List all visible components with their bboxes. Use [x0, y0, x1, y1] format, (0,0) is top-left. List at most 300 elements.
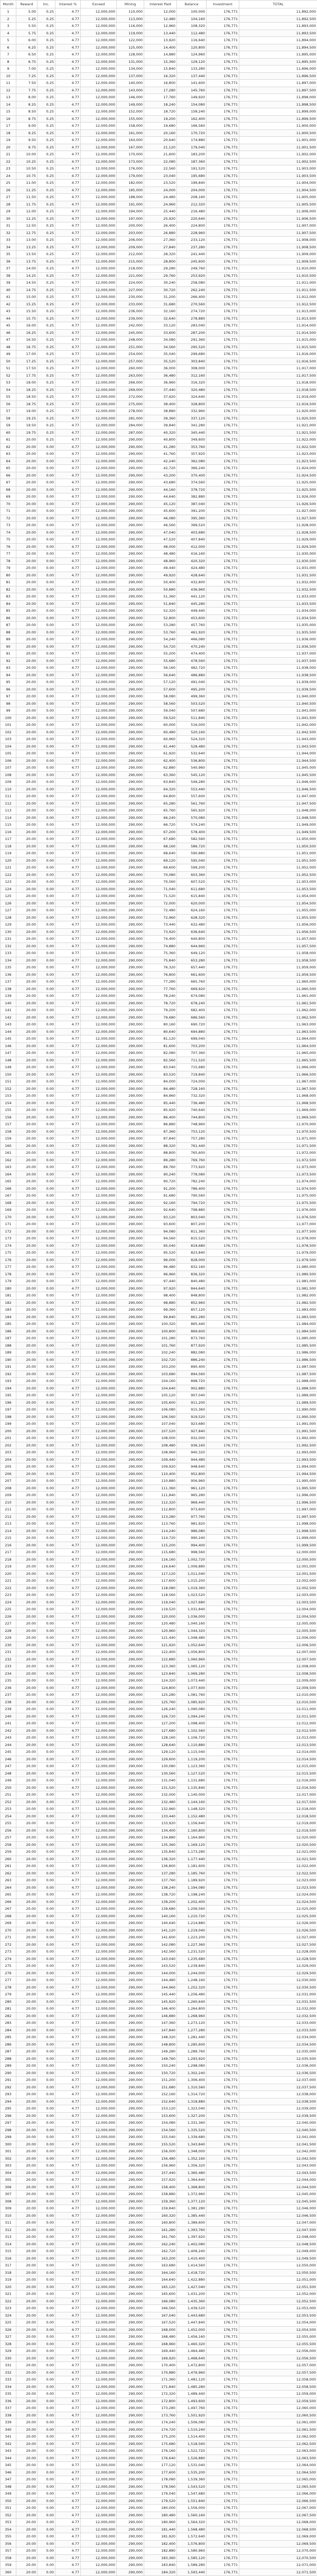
- cell-balance: 674,080: [177, 993, 207, 1000]
- cell-interest-pct: 4.77: [55, 2355, 81, 2362]
- cell-total: 11,911,000: [239, 279, 317, 287]
- table-row: [1, 643, 317, 650]
- cell-interest-paid: 184,320: [144, 2569, 177, 2576]
- cell-mining: 290,000: [117, 1364, 144, 1371]
- cell-reward: 20.00: [16, 885, 38, 893]
- cell-interest-paid: 115,680: [144, 1549, 177, 1556]
- cell-mining: 176,000: [117, 165, 144, 173]
- cell-total: 11,989,000: [239, 1392, 317, 1399]
- cell-interest-paid: 36,960: [144, 379, 177, 387]
- table-row: [1, 1806, 317, 1813]
- cell-interest-paid: 59,040: [144, 707, 177, 715]
- cell-mining: 290,000: [117, 1941, 144, 1948]
- cell-exceed: 12,000,000: [81, 2183, 117, 2191]
- cell-month: 58: [1, 415, 16, 422]
- cell-interest-pct: 4.77: [55, 351, 81, 358]
- cell-month: 106: [1, 757, 16, 764]
- cell-interest-pct: 4.77: [55, 1834, 81, 1842]
- cell-interest-pct: 4.77: [55, 186, 81, 194]
- cell-month: 15: [1, 108, 16, 116]
- cell-mining: 290,000: [117, 1093, 144, 1100]
- cell-interest-pct: 4.77: [55, 1813, 81, 1820]
- cell-mining: 290,000: [117, 1698, 144, 1706]
- cell-balance: 1,164,960: [177, 1834, 207, 1842]
- cell-interest-paid: 141,600: [144, 1934, 177, 1942]
- cell-reward: 20.00: [16, 1784, 38, 1791]
- cell-exceed: 12,000,000: [81, 1470, 117, 1478]
- cell-total: 11,969,500: [239, 1114, 317, 1121]
- cell-total: 12,000,000: [239, 1549, 317, 1556]
- cell-reward: 20.00: [16, 2162, 38, 2170]
- cell-investment: 176,771: [207, 2369, 239, 2376]
- cell-balance: 961,120: [177, 1485, 207, 1492]
- cell-reward: 20.00: [16, 2112, 38, 2120]
- cell-month: 278: [1, 1984, 16, 1991]
- cell-interest-paid: 63,840: [144, 779, 177, 786]
- cell-total: 12,030,500: [239, 1984, 317, 1991]
- cell-interest-pct: 4.77: [55, 1749, 81, 1756]
- cell-balance: 986,080: [177, 1527, 207, 1535]
- cell-investment: 176,771: [207, 1192, 239, 1200]
- cell-balance: 715,680: [177, 1064, 207, 1071]
- cell-interest-pct: 4.77: [55, 2369, 81, 2376]
- cell-balance: 441,120: [177, 593, 207, 601]
- cell-balance: 216,480: [177, 208, 207, 216]
- cell-mining: 233,000: [117, 301, 144, 308]
- cell-interest-pct: 4.77: [55, 1542, 81, 1549]
- cell-interest-paid: 144,960: [144, 1984, 177, 1991]
- cell-inc: 0.25: [38, 229, 55, 237]
- cell-balance: 1,314,720: [177, 2091, 207, 2098]
- cell-exceed: 12,000,000: [81, 1078, 117, 1086]
- cell-interest-paid: 32,160: [144, 308, 177, 315]
- cell-reward: 20.00: [16, 686, 38, 693]
- table-row: [1, 1349, 317, 1357]
- cell-investment: 176,771: [207, 1635, 239, 1642]
- cell-interest-pct: 4.77: [55, 2469, 81, 2476]
- cell-mining: 290,000: [117, 643, 144, 650]
- cell-interest-paid: 37,440: [144, 386, 177, 394]
- cell-interest-paid: 180,480: [144, 2512, 177, 2519]
- cell-month: 54: [1, 386, 16, 394]
- header-balance: Balance: [177, 1, 207, 8]
- table-row: [1, 1513, 317, 1520]
- cell-interest-pct: 4.77: [55, 586, 81, 593]
- cell-balance: 1,177,440: [177, 1855, 207, 1863]
- cell-inc: 0.00: [38, 1820, 55, 1827]
- cell-interest-pct: 4.77: [55, 2241, 81, 2248]
- cell-inc: 0.00: [38, 1499, 55, 1506]
- cell-investment: 176,771: [207, 2105, 239, 2113]
- cell-investment: 176,771: [207, 529, 239, 536]
- cell-investment: 176,771: [207, 1877, 239, 1884]
- cell-total: 11,934,000: [239, 608, 317, 615]
- cell-month: 105: [1, 750, 16, 758]
- cell-inc: 0.00: [38, 1734, 55, 1742]
- table-row: [1, 1185, 317, 1192]
- cell-mining: 290,000: [117, 1456, 144, 1463]
- cell-inc: 0.00: [38, 2334, 55, 2341]
- cell-interest-paid: 78,720: [144, 1000, 177, 1007]
- cell-interest-paid: 48,960: [144, 557, 177, 565]
- cell-interest-paid: 117,120: [144, 1570, 177, 1578]
- cell-investment: 176,771: [207, 750, 239, 758]
- cell-balance: 536,800: [177, 757, 207, 764]
- cell-month: 219: [1, 1563, 16, 1571]
- cell-month: 277: [1, 1977, 16, 1984]
- cell-interest-pct: 4.77: [55, 2276, 81, 2284]
- cell-balance: 1,036,000: [177, 1613, 207, 1620]
- cell-mining: 290,000: [117, 2554, 144, 2562]
- table-row: [1, 1435, 317, 1442]
- cell-balance: 1,131,680: [177, 1777, 207, 1785]
- cell-investment: 176,771: [207, 443, 239, 451]
- cell-interest-pct: 4.77: [55, 1228, 81, 1235]
- cell-exceed: 12,000,000: [81, 2205, 117, 2213]
- cell-interest-paid: 60,000: [144, 722, 177, 729]
- cell-mining: 290,000: [117, 1264, 144, 1271]
- cell-interest-paid: 180,960: [144, 2519, 177, 2526]
- cell-balance: 1,248,160: [177, 1977, 207, 1984]
- cell-investment: 176,771: [207, 2283, 239, 2291]
- cell-inc: 0.00: [38, 2205, 55, 2213]
- cell-interest-paid: 175,200: [144, 2433, 177, 2441]
- cell-month: 81: [1, 579, 16, 586]
- cell-month: 22: [1, 158, 16, 165]
- cell-total: 11,932,000: [239, 579, 317, 586]
- cell-month: 41: [1, 294, 16, 301]
- cell-investment: 176,771: [207, 2155, 239, 2162]
- cell-month: 331: [1, 2362, 16, 2369]
- cell-month: 61: [1, 436, 16, 444]
- cell-reward: 20.00: [16, 2248, 38, 2255]
- cell-reward: 9.25: [16, 129, 38, 137]
- cell-total: 12,053,000: [239, 2305, 317, 2312]
- cell-exceed: 12,000,000: [81, 1342, 117, 1349]
- cell-balance: 187,360: [177, 158, 207, 165]
- cell-interest-pct: 4.77: [55, 8, 81, 16]
- cell-interest-pct: 4.77: [55, 729, 81, 736]
- cell-interest-pct: 4.77: [55, 2055, 81, 2062]
- cell-mining: 290,000: [117, 2141, 144, 2148]
- cell-total: 11,993,500: [239, 1456, 317, 1463]
- cell-exceed: 12,000,000: [81, 665, 117, 672]
- cell-mining: 290,000: [117, 1542, 144, 1549]
- cell-reward: 20.00: [16, 1948, 38, 1956]
- cell-exceed: 12,000,000: [81, 251, 117, 258]
- cell-interest-pct: 4.77: [55, 486, 81, 493]
- cell-exceed: 12,000,000: [81, 1770, 117, 1777]
- cell-reward: 20.00: [16, 1221, 38, 1228]
- cell-balance: 882,080: [177, 1349, 207, 1357]
- cell-total: 11,999,000: [239, 1535, 317, 1542]
- cell-interest-pct: 4.77: [55, 565, 81, 572]
- cell-inc: 0.25: [38, 386, 55, 394]
- cell-investment: 176,771: [207, 600, 239, 608]
- cell-inc: 0.00: [38, 1777, 55, 1785]
- cell-interest-paid: 20,640: [144, 137, 177, 144]
- cell-interest-paid: 100,320: [144, 1321, 177, 1328]
- cell-investment: 176,771: [207, 707, 239, 715]
- table-row: [1, 301, 317, 308]
- cell-interest-paid: 43,200: [144, 472, 177, 479]
- cell-interest-pct: 4.77: [55, 44, 81, 51]
- cell-month: 150: [1, 1071, 16, 1078]
- cell-investment: 176,771: [207, 1328, 239, 1335]
- cell-interest-paid: 110,880: [144, 1478, 177, 1485]
- cell-exceed: 12,000,000: [81, 1378, 117, 1385]
- cell-total: 12,035,000: [239, 2048, 317, 2056]
- cell-investment: 176,771: [207, 2334, 239, 2341]
- cell-balance: 357,920: [177, 451, 207, 458]
- cell-balance: 877,920: [177, 1342, 207, 1349]
- cell-balance: 549,280: [177, 779, 207, 786]
- cell-interest-pct: 4.77: [55, 251, 81, 258]
- cell-exceed: 12,000,000: [81, 1406, 117, 1414]
- cell-inc: 0.00: [38, 1228, 55, 1235]
- cell-interest-paid: 102,240: [144, 1349, 177, 1357]
- cell-reward: 20.00: [16, 1698, 38, 1706]
- cell-investment: 176,771: [207, 1050, 239, 1057]
- cell-investment: 176,771: [207, 1235, 239, 1243]
- cell-reward: 20.00: [16, 1463, 38, 1471]
- cell-investment: 176,771: [207, 1356, 239, 1364]
- cell-exceed: 12,000,000: [81, 286, 117, 294]
- cell-exceed: 12,000,000: [81, 1849, 117, 1856]
- cell-interest-pct: 4.77: [55, 1478, 81, 1485]
- cell-investment: 176,771: [207, 1777, 239, 1785]
- cell-total: 11,978,000: [239, 1235, 317, 1243]
- cell-reward: 20.00: [16, 2255, 38, 2262]
- cell-reward: 20.00: [16, 2497, 38, 2505]
- cell-mining: 290,000: [117, 1057, 144, 1064]
- cell-exceed: 12,000,000: [81, 2020, 117, 2027]
- cell-total: 11,919,000: [239, 394, 317, 401]
- cell-exceed: 12,000,000: [81, 1093, 117, 1100]
- cell-interest-paid: 131,520: [144, 1784, 177, 1791]
- cell-investment: 176,771: [207, 1791, 239, 1799]
- cell-interest-paid: 107,520: [144, 1427, 177, 1435]
- cell-interest-pct: 4.77: [55, 1977, 81, 1984]
- cell-interest-paid: 78,240: [144, 993, 177, 1000]
- cell-month: 256: [1, 1827, 16, 1834]
- cell-interest-pct: 4.77: [55, 843, 81, 850]
- cell-interest-pct: 4.77: [55, 636, 81, 643]
- cell-interest-paid: 21,120: [144, 144, 177, 151]
- cell-exceed: 12,000,000: [81, 650, 117, 658]
- cell-interest-pct: 4.77: [55, 30, 81, 37]
- cell-investment: 176,771: [207, 1221, 239, 1228]
- cell-month: 342: [1, 2440, 16, 2448]
- cell-balance: 166,560: [177, 123, 207, 130]
- cell-month: 23: [1, 165, 16, 173]
- cell-exceed: 12,000,000: [81, 2305, 117, 2312]
- table-row: [1, 394, 317, 401]
- cell-balance: 1,102,560: [177, 1727, 207, 1734]
- table-row: [1, 30, 317, 37]
- cell-balance: 1,044,320: [177, 1627, 207, 1635]
- cell-inc: 0.00: [38, 1727, 55, 1734]
- cell-balance: 179,040: [177, 144, 207, 151]
- cell-inc: 0.00: [38, 1613, 55, 1620]
- cell-balance: 470,240: [177, 643, 207, 650]
- cell-balance: 1,372,960: [177, 2191, 207, 2198]
- cell-balance: 740,640: [177, 1107, 207, 1114]
- header-investment: Investment: [207, 1, 239, 8]
- cell-exceed: 12,000,000: [81, 2134, 117, 2141]
- cell-interest-pct: 4.77: [55, 500, 81, 508]
- cell-inc: 0.25: [38, 400, 55, 408]
- cell-reward: 20.00: [16, 1706, 38, 1713]
- cell-interest-paid: 120,000: [144, 1613, 177, 1620]
- cell-exceed: 12,000,000: [81, 222, 117, 230]
- cell-balance: 507,680: [177, 707, 207, 715]
- cell-investment: 176,771: [207, 636, 239, 643]
- cell-interest-paid: 166,560: [144, 2305, 177, 2312]
- cell-investment: 176,771: [207, 1299, 239, 1306]
- cell-interest-paid: 40,800: [144, 436, 177, 444]
- cell-month: 65: [1, 465, 16, 472]
- cell-balance: 699,040: [177, 1035, 207, 1043]
- cell-balance: 595,040: [177, 857, 207, 864]
- table-row: [1, 365, 317, 372]
- cell-interest-pct: 4.77: [55, 764, 81, 772]
- cell-investment: 176,771: [207, 1421, 239, 1428]
- cell-total: 11,971,500: [239, 1142, 317, 1150]
- cell-interest-pct: 4.77: [55, 1235, 81, 1243]
- cell-inc: 0.00: [38, 1898, 55, 1906]
- cell-interest-paid: 167,040: [144, 2312, 177, 2319]
- cell-mining: 290,000: [117, 2348, 144, 2355]
- cell-investment: 176,771: [207, 2433, 239, 2441]
- cell-balance: 353,760: [177, 443, 207, 451]
- cell-investment: 176,771: [207, 2348, 239, 2355]
- cell-investment: 176,771: [207, 1955, 239, 1963]
- table-row: [1, 2169, 317, 2177]
- cell-reward: 20.00: [16, 2483, 38, 2490]
- cell-investment: 176,771: [207, 1927, 239, 1934]
- cell-balance: 932,000: [177, 1435, 207, 1442]
- cell-exceed: 12,000,000: [81, 2383, 117, 2391]
- cell-exceed: 12,000,000: [81, 465, 117, 472]
- cell-exceed: 12,000,000: [81, 1627, 117, 1635]
- cell-investment: 176,771: [207, 1749, 239, 1756]
- cell-reward: 20.00: [16, 614, 38, 622]
- cell-total: 11,949,500: [239, 828, 317, 836]
- cell-reward: 20.00: [16, 1413, 38, 1421]
- table-row: [1, 1021, 317, 1029]
- cell-exceed: 12,000,000: [81, 2348, 117, 2355]
- cell-exceed: 12,000,000: [81, 907, 117, 914]
- cell-interest-paid: 82,080: [144, 1050, 177, 1057]
- cell-inc: 0.25: [38, 15, 55, 23]
- cell-mining: 290,000: [117, 2177, 144, 2184]
- cell-interest-pct: 4.77: [55, 1050, 81, 1057]
- cell-mining: 290,000: [117, 2405, 144, 2412]
- cell-exceed: 12,000,000: [81, 443, 117, 451]
- cell-inc: 0.00: [38, 1413, 55, 1421]
- cell-interest-pct: 4.77: [55, 2162, 81, 2170]
- cell-inc: 0.00: [38, 2155, 55, 2162]
- cell-investment: 176,771: [207, 2412, 239, 2419]
- cell-total: 12,034,000: [239, 2034, 317, 2041]
- cell-total: 11,942,000: [239, 722, 317, 729]
- cell-balance: 1,422,880: [177, 2276, 207, 2284]
- cell-interest-paid: 24,480: [144, 194, 177, 201]
- table-row: [1, 1841, 317, 1849]
- cell-investment: 176,771: [207, 1449, 239, 1457]
- cell-exceed: 12,000,000: [81, 23, 117, 30]
- cell-exceed: 12,000,000: [81, 572, 117, 579]
- cell-investment: 176,771: [207, 1085, 239, 1093]
- cell-interest-pct: 4.77: [55, 265, 81, 273]
- cell-interest-pct: 4.77: [55, 2177, 81, 2184]
- cell-month: 107: [1, 764, 16, 772]
- cell-exceed: 12,000,000: [81, 2340, 117, 2348]
- cell-mining: 290,000: [117, 1891, 144, 1899]
- cell-mining: 290,000: [117, 2412, 144, 2419]
- cell-exceed: 12,000,000: [81, 1114, 117, 1121]
- cell-exceed: 12,000,000: [81, 1506, 117, 1514]
- cell-balance: 1,535,200: [177, 2469, 207, 2476]
- cell-interest-pct: 4.77: [55, 451, 81, 458]
- cell-inc: 0.00: [38, 1135, 55, 1143]
- table-row: [1, 386, 317, 394]
- cell-interest-pct: 4.77: [55, 1299, 81, 1306]
- cell-mining: 191,000: [117, 201, 144, 208]
- cell-month: 297: [1, 2120, 16, 2127]
- cell-reward: 20.00: [16, 2062, 38, 2070]
- cell-interest-pct: 4.77: [55, 2134, 81, 2141]
- table-row: [1, 1827, 317, 1834]
- cell-balance: 224,800: [177, 222, 207, 230]
- cell-balance: 270,560: [177, 301, 207, 308]
- cell-month: 322: [1, 2298, 16, 2305]
- cell-inc: 0.00: [38, 1085, 55, 1093]
- cell-inc: 0.00: [38, 971, 55, 978]
- cell-interest-pct: 4.77: [55, 750, 81, 758]
- cell-investment: 176,771: [207, 936, 239, 943]
- cell-inc: 0.00: [38, 2412, 55, 2419]
- cell-interest-pct: 4.77: [55, 443, 81, 451]
- cell-month: 225: [1, 1606, 16, 1613]
- cell-total: 11,923,500: [239, 458, 317, 465]
- cell-investment: 176,771: [207, 194, 239, 201]
- cell-interest-paid: 86,880: [144, 1121, 177, 1128]
- cell-inc: 0.00: [38, 1649, 55, 1656]
- cell-interest-pct: 4.77: [55, 1114, 81, 1121]
- cell-exceed: 12,000,000: [81, 2162, 117, 2170]
- cell-investment: 176,771: [207, 2212, 239, 2219]
- cell-investment: 176,771: [207, 2112, 239, 2120]
- cell-investment: 176,771: [207, 279, 239, 287]
- cell-month: 274: [1, 1955, 16, 1963]
- cell-interest-pct: 4.77: [55, 2048, 81, 2056]
- cell-reward: 20.00: [16, 657, 38, 665]
- cell-reward: 19.00: [16, 408, 38, 415]
- table-row: [1, 1870, 317, 1877]
- cell-inc: 0.00: [38, 2319, 55, 2327]
- cell-interest-pct: 4.77: [55, 1313, 81, 1321]
- cell-interest-paid: 13,920: [144, 37, 177, 44]
- cell-investment: 176,771: [207, 1028, 239, 1035]
- cell-reward: 20.00: [16, 2362, 38, 2369]
- cell-investment: 176,771: [207, 2448, 239, 2455]
- cell-total: 11,951,500: [239, 857, 317, 864]
- cell-mining: 290,000: [117, 557, 144, 565]
- cell-mining: 290,000: [117, 629, 144, 636]
- cell-mining: 290,000: [117, 1855, 144, 1863]
